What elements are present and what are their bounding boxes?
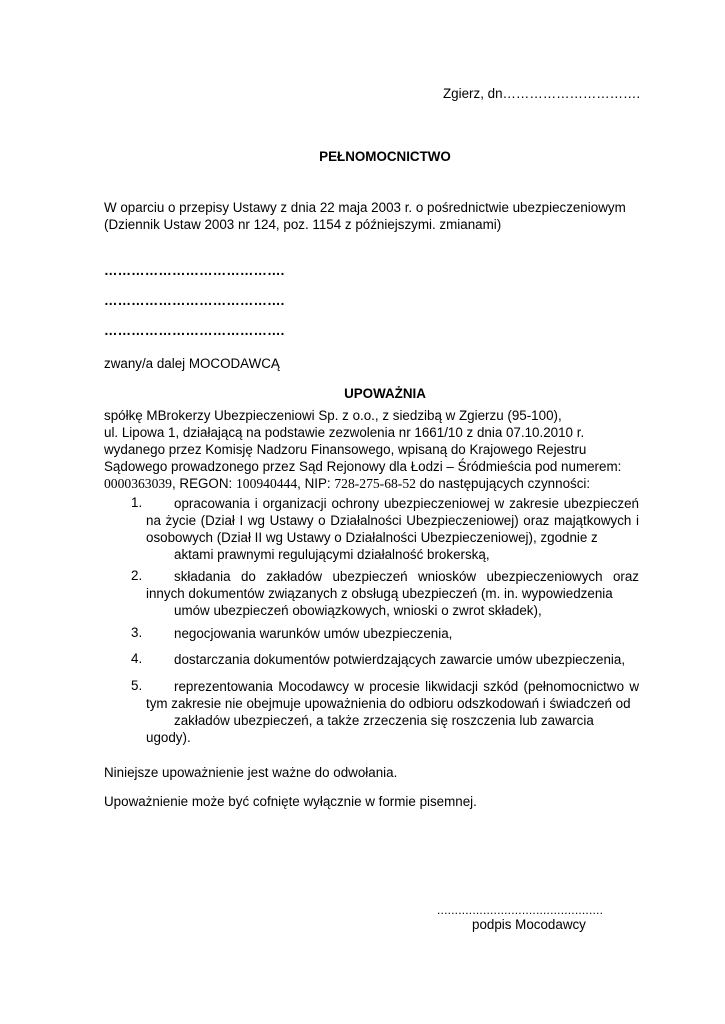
company-line: wydanego przez Komisję Nadzoru Finansowego, wpisaną do Krajowego Rejestru <box>104 442 587 457</box>
nip-number: 728-275-68-52 <box>334 476 416 491</box>
list-item-text <box>146 625 639 642</box>
company-line: Sądowego prowadzonego przez Sąd Rejonowy dla Łodzi – Śródmieścia pod numerem: <box>104 459 622 474</box>
list-item-line: na życie (Dział I wg Ustawy o Działalności Ubezpieczeniowej) oraz majątkowych i <box>146 513 639 528</box>
list-item-line: dostarczania dokumentów potwierdzających zawarcie umów ubezpieczenia, <box>174 652 626 667</box>
list-item-line: umów ubezpieczeń obowiązkowych, wnioski o zwrot składek), <box>174 603 542 618</box>
regon-label: , REGON: <box>171 476 236 491</box>
list-item-text <box>146 678 639 746</box>
company-line: spółkę MBrokerzy Ubezpieczeniowi Sp. z o.o., z siedzibą w Zgierzu (95-100), <box>104 408 562 423</box>
validity-statement: Niniejsze upoważnienie jest ważne do odwołania. <box>104 765 398 780</box>
list-item <box>104 568 639 619</box>
nip-label: , NIP: <box>297 476 335 491</box>
company-registry-line <box>104 475 639 492</box>
legal-basis-line-1: W oparciu o przepisy Ustawy z dnia 22 maja 2003 r. o pośrednictwie ubezpieczeniowym <box>104 200 626 215</box>
list-item-line: osobowych (Dział II wg Ustawy o Działalności Ubezpieczeniowej), zgodnie z <box>146 530 598 545</box>
list-item-line: tym zakresie nie obejmuje upoważnienia do odbioru odszkodowań i świadczeń od <box>146 696 631 711</box>
signature-label: podpis Mocodawcy <box>472 917 586 932</box>
list-item-number: 1. <box>131 495 143 510</box>
principal-blank-line-3: …………………………………. <box>104 323 285 338</box>
revocation-statement: Upoważnienie może być cofnięte wyłącznie w formie pisemnej. <box>104 794 477 809</box>
list-item-line: negocjowania warunków umów ubezpieczenia, <box>174 626 453 641</box>
list-item <box>104 651 639 668</box>
list-item-line: aktami prawnymi regulującymi działalność brokerską, <box>174 547 490 562</box>
list-item <box>104 625 639 642</box>
principal-designation: zwany/a dalej MOCODAWCĄ <box>104 356 280 371</box>
list-item-number: 3. <box>131 625 143 640</box>
company-line: ul. Lipowa 1, działającą na podstawie zezwolenia nr 1661/10 z dnia 07.10.2010 r. <box>104 425 585 440</box>
legal-basis-paragraph <box>104 199 639 233</box>
list-item <box>104 495 639 563</box>
company-paragraph <box>104 407 639 492</box>
list-item-text <box>146 568 639 619</box>
activities-intro: do następujących czynności: <box>415 476 591 491</box>
regon-number: 100940444 <box>235 476 298 491</box>
list-item-number: 4. <box>131 651 143 666</box>
principal-blank-line-1: …………………………………. <box>104 263 285 278</box>
list-item-line: reprezentowania Mocodawcy w procesie likwidacji szkód (pełnomocnictwo w <box>174 679 639 694</box>
list-item-text <box>146 651 639 668</box>
krs-number: 0000363039 <box>104 476 172 491</box>
signature-line: ............................................... <box>437 903 604 917</box>
list-item-line: innych dokumentów związanych z obsługą ubezpieczeń (m. in. wypowiedzenia <box>146 586 613 601</box>
date-line: Zgierz, dn…………………………. <box>443 86 641 101</box>
list-item <box>104 678 639 746</box>
list-item-line: zakładów ubezpieczeń, a także zrzeczenia się roszczenia lub zawarcia ugody). <box>146 713 594 745</box>
list-item-text <box>146 495 639 563</box>
document-title: PEŁNOMOCNICTWO <box>319 149 451 164</box>
principal-blank-line-2: …………………………………. <box>104 293 285 308</box>
list-item-line: opracowania i organizacji ochrony ubezpieczeniowej w zakresie ubezpieczeń <box>174 496 639 511</box>
legal-basis-line-2: (Dziennik Ustaw 2003 nr 124, poz. 1154 z późniejszymi. zmianami) <box>104 217 502 232</box>
list-item-number: 5. <box>131 678 143 693</box>
list-item-line: składania do zakładów ubezpieczeń wniosków ubezpieczeniowych oraz <box>174 569 639 584</box>
list-item-number: 2. <box>131 568 143 583</box>
authorizes-heading: UPOWAŻNIA <box>344 386 426 401</box>
